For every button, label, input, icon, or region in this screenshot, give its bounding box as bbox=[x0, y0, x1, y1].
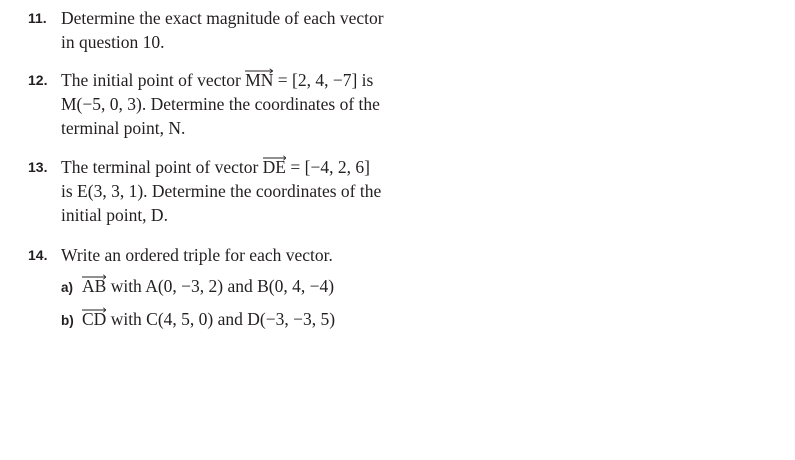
vector-name: AB bbox=[82, 276, 107, 296]
problem-number: 12. bbox=[28, 72, 48, 88]
vector-cd bbox=[82, 311, 106, 329]
subpart-b bbox=[61, 307, 335, 333]
problem-number: 11. bbox=[28, 10, 47, 26]
problem-text-line: Write an ordered triple for each vector. bbox=[61, 245, 333, 265]
vector-arrow-icon bbox=[245, 68, 273, 74]
problem-text: The initial point of vector bbox=[61, 70, 246, 90]
subpart-text: with C(4, 5, 0) and D(−3, −3, 5) bbox=[106, 309, 336, 329]
problem-text-line: Determine the exact magnitude of each vector bbox=[61, 8, 384, 28]
problem-text-line bbox=[61, 155, 370, 179]
vector-arrow-icon bbox=[82, 307, 106, 313]
problem-text-line: in question 10. bbox=[61, 32, 165, 52]
problem-text-line: is E(3, 3, 1). Determine the coordinates of the bbox=[61, 181, 382, 201]
problem-text-line: terminal point, N. bbox=[61, 118, 186, 138]
vector-ab bbox=[82, 278, 106, 296]
problem-text: = [2, 4, −7] is bbox=[273, 70, 374, 90]
problem-number: 14. bbox=[28, 247, 48, 263]
problem-text-line bbox=[61, 68, 373, 92]
problem-text-line: M(−5, 0, 3). Determine the coordinates of the bbox=[61, 94, 380, 114]
vector-name: DE bbox=[262, 157, 286, 177]
subpart-label: a) bbox=[61, 280, 74, 295]
subpart-text: with A(0, −3, 2) and B(0, 4, −4) bbox=[106, 276, 335, 296]
vector-mn bbox=[245, 72, 273, 90]
subpart-a bbox=[61, 274, 334, 300]
problem-text: = [−4, 2, 6] bbox=[286, 157, 370, 177]
vector-arrow-icon bbox=[263, 155, 286, 161]
problem-number: 13. bbox=[28, 159, 48, 175]
subpart-label: b) bbox=[61, 313, 74, 328]
vector-name: MN bbox=[245, 70, 274, 90]
problem-text-line: initial point, D. bbox=[61, 205, 168, 225]
vector-name: CD bbox=[82, 309, 107, 329]
problem-text: The terminal point of vector bbox=[61, 157, 263, 177]
vector-de bbox=[263, 159, 286, 177]
vector-arrow-icon bbox=[82, 274, 106, 280]
